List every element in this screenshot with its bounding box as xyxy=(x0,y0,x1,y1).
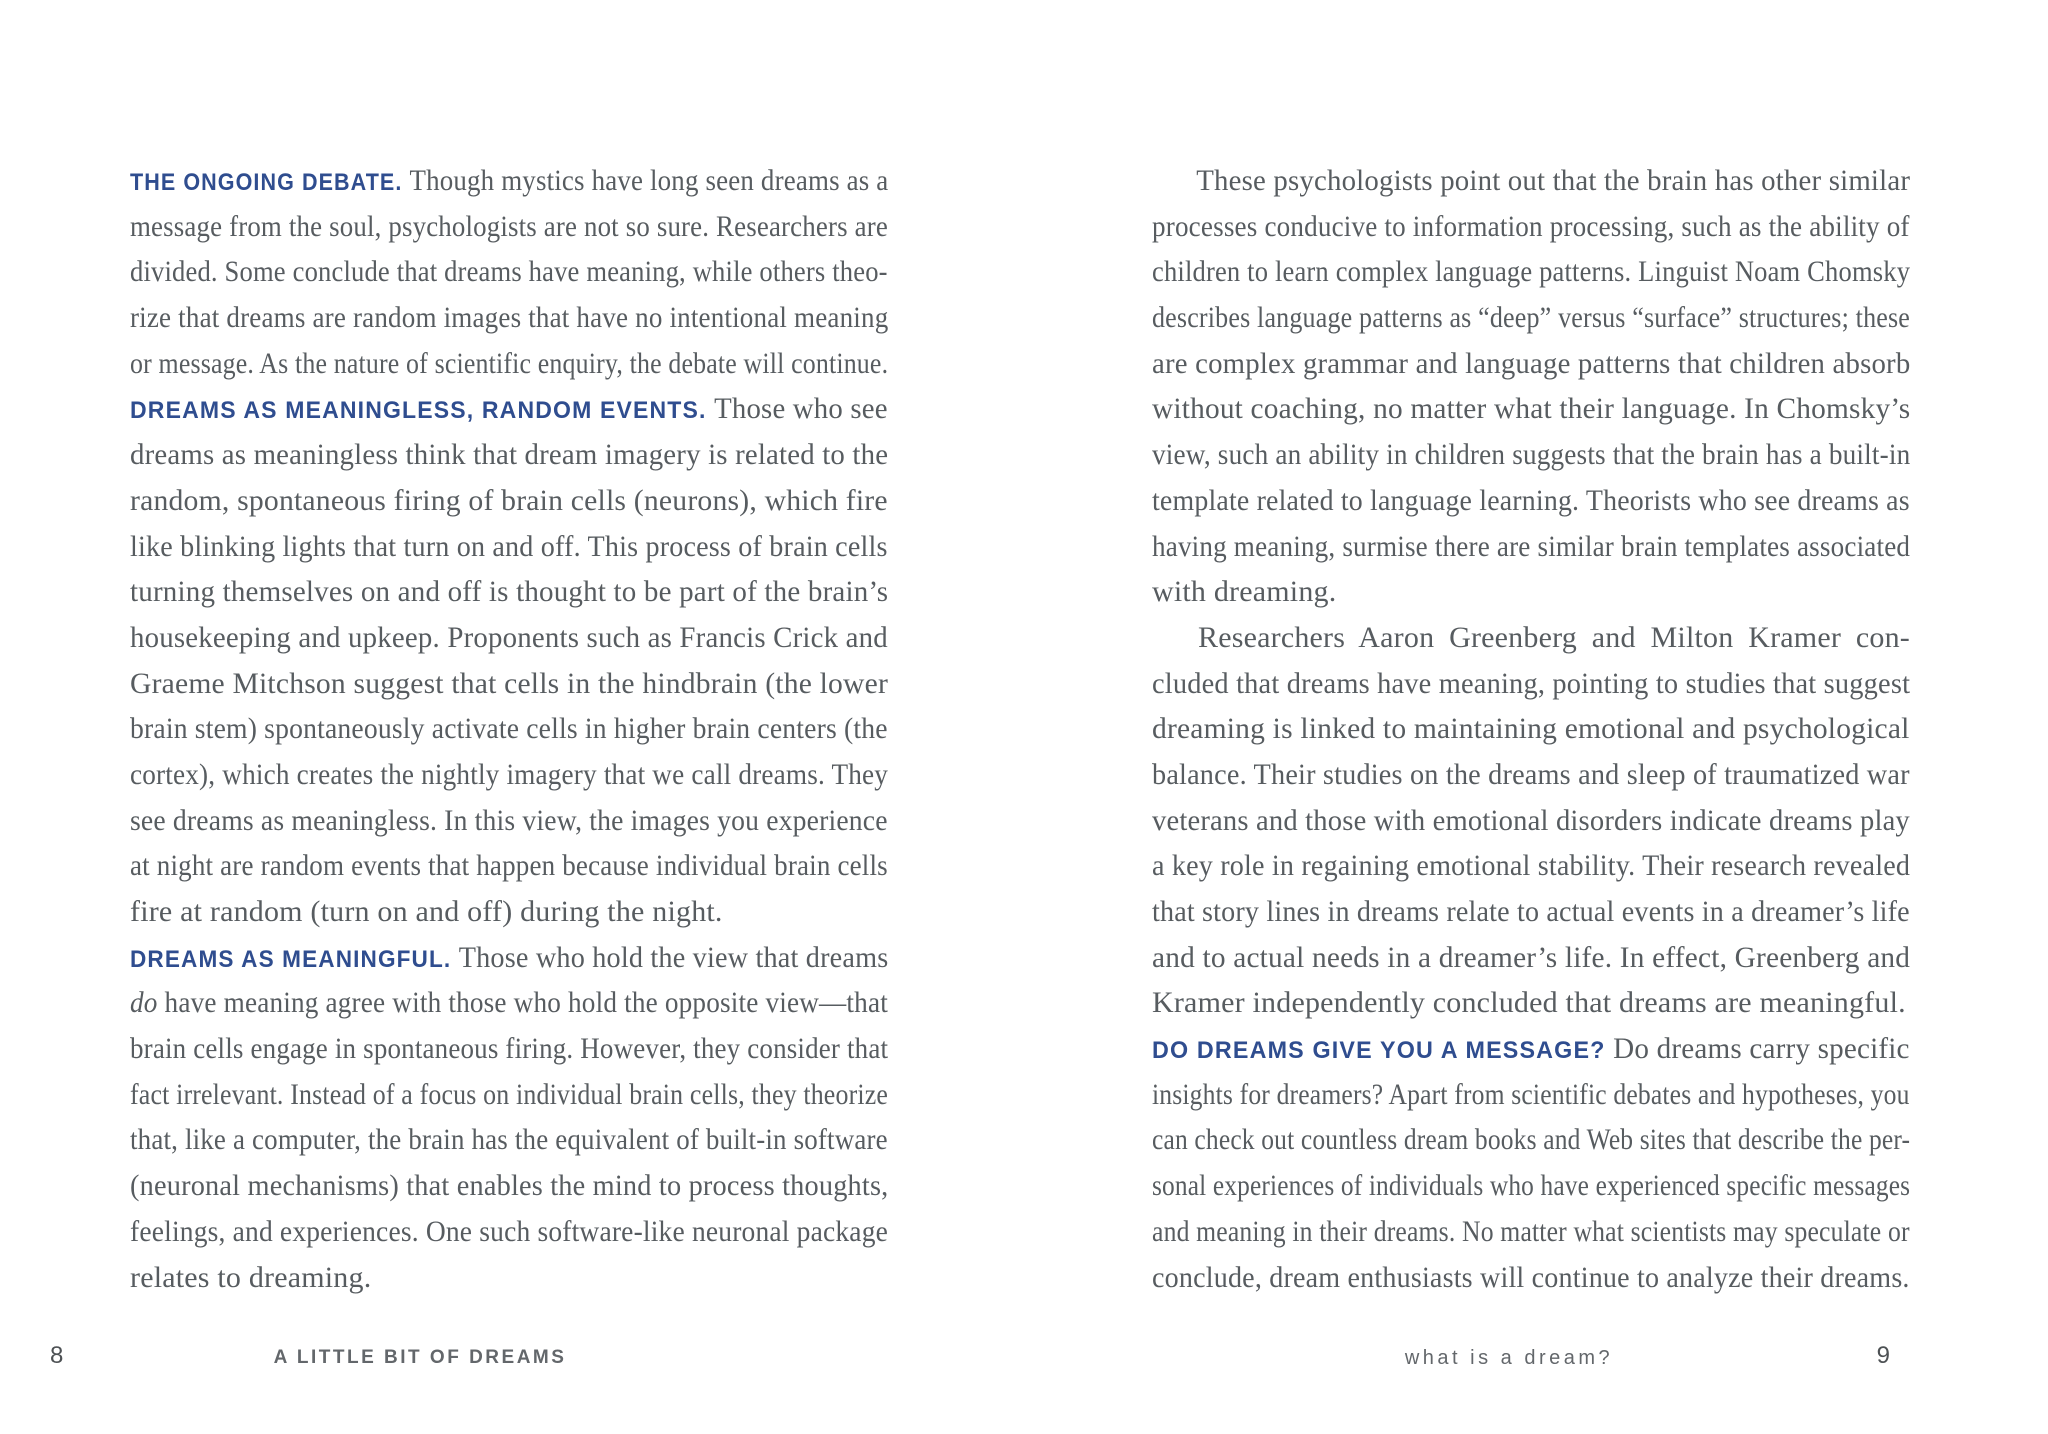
body-text: Those who see xyxy=(714,392,888,426)
text-line xyxy=(130,524,888,570)
body-text: dreaming is linked to maintaining emotional and psychological xyxy=(1152,712,1910,746)
body-text: veterans and those with emotional disorders indicate dreams play xyxy=(1152,803,1910,837)
running-head-right: what is a dream? xyxy=(1404,1347,1614,1369)
body-text: and meaning in their dreams. No matter what scientists may speculate or xyxy=(1152,1214,1910,1248)
text-line xyxy=(1152,295,1911,341)
text-line xyxy=(1152,1209,1910,1255)
text-line xyxy=(1152,1026,1910,1072)
text-line xyxy=(1152,341,1911,387)
body-text: fact irrelevant. Instead of a focus on individual brain cells, they theorize xyxy=(130,1077,889,1111)
text-line xyxy=(130,249,888,295)
body-text: template related to language learning. Theorists who see dreams as xyxy=(1152,483,1910,517)
body-text: housekeeping and upkeep. Proponents such as Francis Crick and xyxy=(130,620,888,654)
body-text: random, spontaneous firing of brain cells (neurons), which fire xyxy=(130,483,888,517)
text-line xyxy=(1152,935,1911,981)
body-text: have meaning agree with those who hold the opposite view—that xyxy=(157,986,888,1020)
text-line xyxy=(130,386,888,432)
text-line xyxy=(1152,661,1911,707)
text-line xyxy=(130,295,889,341)
page-number-left: 8 xyxy=(50,1342,64,1369)
text-line xyxy=(1152,1163,1911,1209)
text-line xyxy=(130,752,889,798)
text-line xyxy=(1152,706,1910,752)
text-line xyxy=(1152,980,1910,1026)
section-heading: DREAMS AS MEANINGFUL. xyxy=(130,945,459,973)
text-line xyxy=(130,204,888,250)
text-line xyxy=(130,661,889,707)
body-text: without coaching, no matter what their language. In Chomsky’s xyxy=(1152,392,1911,426)
section-heading: DREAMS AS MEANINGLESS, RANDOM EVENTS. xyxy=(130,397,715,425)
text-line xyxy=(1152,615,1910,661)
text-line xyxy=(130,341,889,387)
body-text: like blinking lights that turn on and off. This process of brain cells xyxy=(130,529,888,563)
text-line xyxy=(1152,249,1911,295)
body-text: message from the soul, psychologists are not so sure. Researchers are xyxy=(130,209,888,243)
body-text: Those who hold the view that dreams xyxy=(458,940,889,974)
text-line xyxy=(1152,524,1911,570)
section-heading: THE ONGOING DEBATE. xyxy=(130,169,410,196)
text-line xyxy=(1152,1117,1911,1163)
body-text: These psychologists point out that the brain has other similar xyxy=(1196,164,1911,197)
text-line xyxy=(1152,752,1910,798)
body-text: Do dreams carry specific xyxy=(1613,1032,1910,1066)
text-column-right xyxy=(1152,158,1910,1300)
body-text: can check out countless dream books and Web sites that describe the per- xyxy=(1152,1123,1911,1157)
text-line xyxy=(1152,1072,1910,1118)
body-text: do xyxy=(130,986,158,1020)
body-text: fire at random (turn on and off) during the night. xyxy=(130,895,723,928)
text-line xyxy=(130,798,888,844)
body-text: brain stem) spontaneously activate cells in higher brain centers (the xyxy=(130,712,888,746)
body-text: rize that dreams are random images that have no intentional meaning xyxy=(130,301,889,335)
text-line xyxy=(130,1026,889,1072)
body-text: conclude, dream enthusiasts will continue to analyze their dreams. xyxy=(1152,1260,1910,1294)
body-text: insights for dreamers? Apart from scientific debates and hypotheses, you xyxy=(1152,1077,1910,1111)
body-text: a key role in regaining emotional stability. Their research revealed xyxy=(1152,849,1911,883)
text-line xyxy=(1152,432,1911,478)
text-line xyxy=(130,935,889,981)
body-text: cortex), which creates the nightly imagery that we call dreams. They xyxy=(130,757,889,791)
body-text: processes conducive to information processing, such as the ability of xyxy=(1152,209,1910,243)
text-line xyxy=(130,980,888,1026)
body-text: sonal experiences of individuals who have experienced specific messages xyxy=(1152,1169,1911,1203)
body-text: (neuronal mechanisms) that enables the mind to process thoughts, xyxy=(130,1169,889,1203)
text-line xyxy=(1152,569,1910,615)
text-line xyxy=(1152,158,1911,204)
body-text: feelings, and experiences. One such software-like neuronal package xyxy=(130,1214,889,1248)
body-text: Researchers Aaron Greenberg and Milton Kramer con- xyxy=(1198,620,1910,654)
text-line xyxy=(1152,386,1911,432)
text-line xyxy=(130,478,888,524)
text-line xyxy=(1152,889,1910,935)
body-text: cluded that dreams have meaning, pointing to studies that suggest xyxy=(1152,666,1911,700)
body-text: divided. Some conclude that dreams have meaning, while others theo- xyxy=(130,255,888,289)
body-text: describes language patterns as “deep” versus “surface” structures; these xyxy=(1152,301,1911,335)
text-line xyxy=(130,889,888,935)
body-text: turning themselves on and off is thought to be part of the brain’s xyxy=(130,575,889,609)
section-heading: DO DREAMS GIVE YOU A MESSAGE? xyxy=(1152,1037,1614,1065)
text-line xyxy=(130,615,888,661)
text-line xyxy=(130,158,889,204)
body-text: or message. As the nature of scientific enquiry, the debate will continue. xyxy=(130,346,889,380)
text-line xyxy=(130,1163,889,1209)
body-text: see dreams as meaningless. In this view, the images you experience xyxy=(130,803,888,837)
body-text: Though mystics have long seen dreams as a xyxy=(409,164,889,197)
text-line xyxy=(1152,1255,1910,1301)
text-line xyxy=(130,843,888,889)
text-column-left xyxy=(130,158,888,1300)
body-text: with dreaming. xyxy=(1152,575,1337,609)
text-line xyxy=(1152,478,1910,524)
body-text: view, such an ability in children suggests that the brain has a built-in xyxy=(1152,438,1911,472)
body-text: dreams as meaningless think that dream imagery is related to the xyxy=(130,438,889,472)
text-line xyxy=(130,1072,889,1118)
text-line xyxy=(130,569,889,615)
body-text: children to learn complex language patterns. Linguist Noam Chomsky xyxy=(1152,255,1911,289)
body-text: that, like a computer, the brain has the equivalent of built-in software xyxy=(130,1123,888,1157)
body-text: balance. Their studies on the dreams and sleep of traumatized war xyxy=(1152,757,1910,791)
body-text: and to actual needs in a dreamer’s life. In effect, Greenberg and xyxy=(1152,940,1911,974)
body-text: are complex grammar and language patterns that children absorb xyxy=(1152,346,1911,380)
text-line xyxy=(130,1209,889,1255)
text-line xyxy=(130,1117,888,1163)
body-text: Graeme Mitchson suggest that cells in the hindbrain (the lower xyxy=(130,666,889,700)
text-line xyxy=(1152,843,1911,889)
body-text: that story lines in dreams relate to actual events in a dreamer’s life xyxy=(1152,895,1910,928)
body-text: brain cells engage in spontaneous firing. However, they consider that xyxy=(130,1032,889,1066)
text-line xyxy=(1152,798,1910,844)
text-line xyxy=(1152,204,1910,250)
body-text: Kramer independently concluded that dreams are meaningful. xyxy=(1152,986,1906,1020)
page-number-right: 9 xyxy=(1876,1342,1890,1369)
text-line xyxy=(130,1255,888,1301)
running-head-left: A LITTLE BIT OF DREAMS xyxy=(273,1347,567,1368)
body-text: relates to dreaming. xyxy=(130,1260,372,1294)
text-line xyxy=(130,432,889,478)
body-text: at night are random events that happen because individual brain cells xyxy=(130,849,888,883)
text-line xyxy=(130,706,888,752)
body-text: having meaning, surmise there are similar brain templates associated xyxy=(1152,529,1911,563)
